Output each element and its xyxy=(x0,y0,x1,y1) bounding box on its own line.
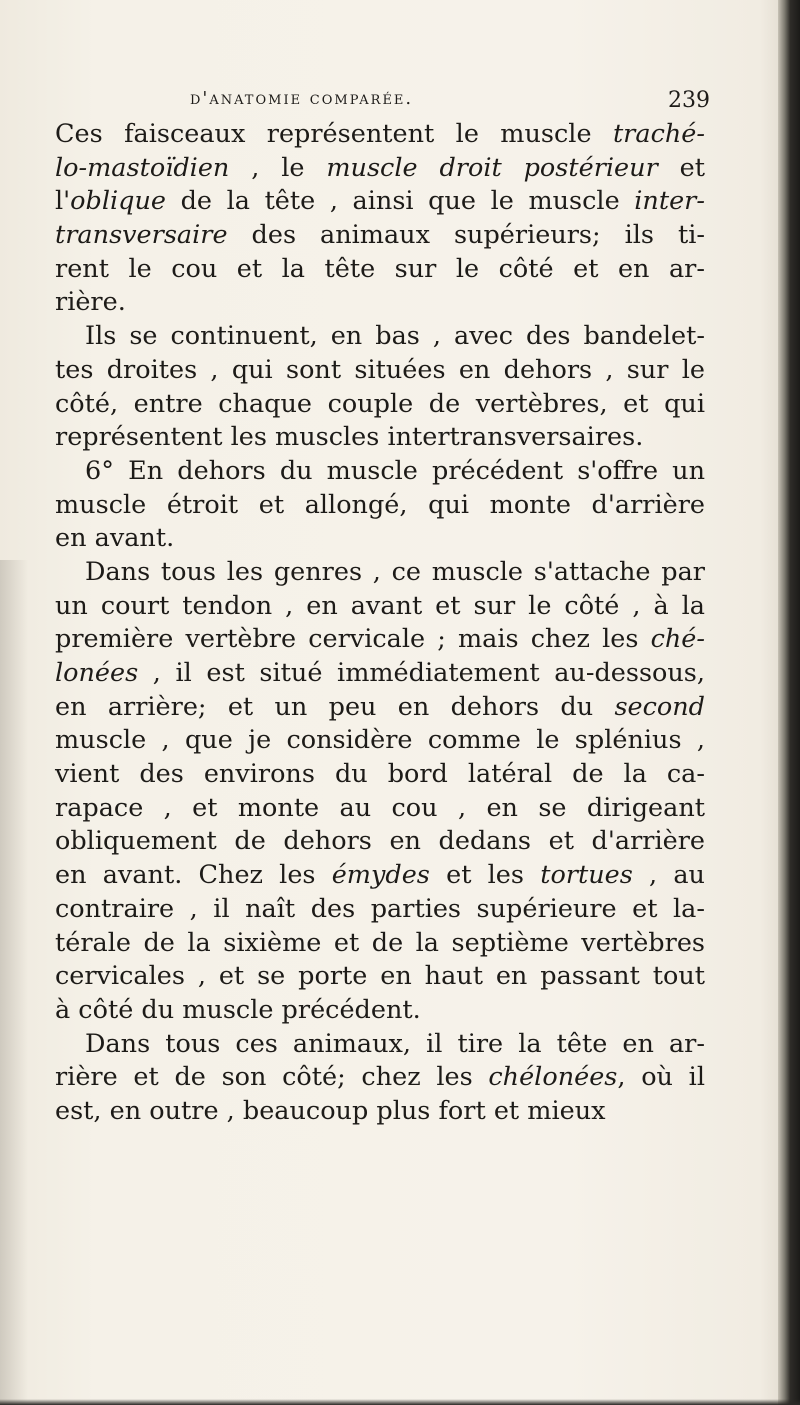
text-segment: , il est situé immédiatement au-dessous, xyxy=(138,658,705,688)
body-text xyxy=(55,118,705,1129)
italic-term: tortues xyxy=(540,860,633,891)
text-segment: , au xyxy=(632,860,705,891)
page-gutter-shadow xyxy=(0,560,28,1405)
text-segment: 6° En dehors du muscle précédent s'offre un xyxy=(85,455,705,486)
text-line xyxy=(55,859,705,893)
text-segment: obliquement de dehors en dedans et d'arrière xyxy=(55,826,705,857)
text-segment: représentent les muscles intertransversaires. xyxy=(55,422,644,453)
text-segment: rière. xyxy=(55,287,126,318)
text-segment: côté, entre chaque couple de vertèbres, et qui xyxy=(55,388,705,419)
text-line xyxy=(55,960,705,994)
text-segment: , le xyxy=(229,152,327,183)
text-line xyxy=(55,724,705,758)
text-segment: rapace , et monte au cou , en se dirigeant xyxy=(55,792,705,823)
italic-term: inter- xyxy=(634,186,705,217)
text-line xyxy=(55,1095,705,1129)
italic-term: émydes xyxy=(331,860,430,891)
page-bottom-edge xyxy=(0,1399,800,1405)
text-line xyxy=(55,286,705,320)
text-segment: en avant. xyxy=(55,523,175,554)
text-segment: Dans tous ces animaux, il tire la tête en ar- xyxy=(85,1028,705,1059)
text-line xyxy=(55,556,705,590)
text-segment: cervicales , et se porte en haut en passant tout xyxy=(55,961,705,992)
text-segment: première vertèbre cervicale ; mais chez les xyxy=(55,624,651,655)
text-segment: muscle étroit et allongé, qui monte d'arrière xyxy=(55,489,705,520)
text-line xyxy=(55,927,705,961)
text-line xyxy=(55,657,705,691)
italic-term: lonées xyxy=(55,658,139,688)
text-line xyxy=(55,691,705,725)
text-line xyxy=(55,522,705,556)
italic-term: traché- xyxy=(612,119,705,149)
text-segment: en avant. Chez les xyxy=(55,860,332,891)
page-header xyxy=(190,88,710,122)
text-line xyxy=(55,421,705,455)
text-segment: tes droites , qui sont situées en dehors , sur le xyxy=(55,354,705,385)
italic-term: muscle droit postérieur xyxy=(326,152,658,183)
text-segment: Ils se continuent, en bas , avec des bandelet- xyxy=(85,321,705,352)
text-segment: térale de la sixième et de la septième vertèbres xyxy=(55,927,705,958)
italic-term: chélonées xyxy=(488,1062,618,1093)
page-edge-binding xyxy=(778,0,800,1405)
text-line xyxy=(55,758,705,792)
text-segment: l' xyxy=(55,186,71,217)
text-segment: rent le cou et la tête sur le côté et en ar- xyxy=(55,253,705,284)
text-line xyxy=(55,893,705,927)
text-segment: muscle , que je considère comme le splénius , xyxy=(55,725,705,756)
running-title: d'anatomie comparée. xyxy=(190,88,414,109)
text-line xyxy=(55,590,705,624)
text-line xyxy=(55,388,705,422)
text-segment: de la tête , ainsi que le muscle xyxy=(166,186,635,217)
text-line xyxy=(55,994,705,1028)
italic-term: transversaire xyxy=(55,220,228,251)
text-line xyxy=(55,118,705,152)
page-number: 239 xyxy=(668,88,710,113)
text-line xyxy=(55,219,705,253)
text-line xyxy=(55,320,705,354)
text-segment: contraire , il naît des parties supérieure et la- xyxy=(55,893,705,924)
text-line xyxy=(55,489,705,523)
text-segment: vient des environs du bord latéral de la ca- xyxy=(55,759,705,790)
italic-term: ché- xyxy=(650,624,705,655)
italic-term: oblique xyxy=(70,186,166,217)
text-segment: en arrière; et un peu en dehors du xyxy=(55,691,615,722)
text-line xyxy=(55,623,705,657)
text-line xyxy=(55,152,705,186)
text-line xyxy=(55,792,705,826)
text-segment: , où il xyxy=(617,1062,705,1093)
text-line xyxy=(55,185,705,219)
text-line xyxy=(55,1028,705,1062)
text-segment: un court tendon , en avant et sur le côté , à la xyxy=(55,590,705,621)
text-segment: Ces faisceaux représentent le muscle xyxy=(55,119,613,149)
italic-term: lo-mastoïdien xyxy=(55,152,230,183)
text-segment: et les xyxy=(429,860,541,891)
text-line xyxy=(55,1061,705,1095)
text-line xyxy=(55,455,705,489)
text-segment: rière et de son côté; chez les xyxy=(55,1062,489,1093)
text-segment: des animaux supérieurs; ils ti- xyxy=(227,220,705,251)
text-segment: et xyxy=(657,152,705,183)
text-segment: Dans tous les genres , ce muscle s'attache par xyxy=(85,556,705,587)
text-line xyxy=(55,825,705,859)
text-segment: à côté du muscle précédent. xyxy=(55,994,421,1025)
text-line xyxy=(55,253,705,287)
text-segment: est, en outre , beaucoup plus fort et mieux xyxy=(55,1095,606,1126)
italic-term: second xyxy=(614,691,705,722)
text-line xyxy=(55,354,705,388)
